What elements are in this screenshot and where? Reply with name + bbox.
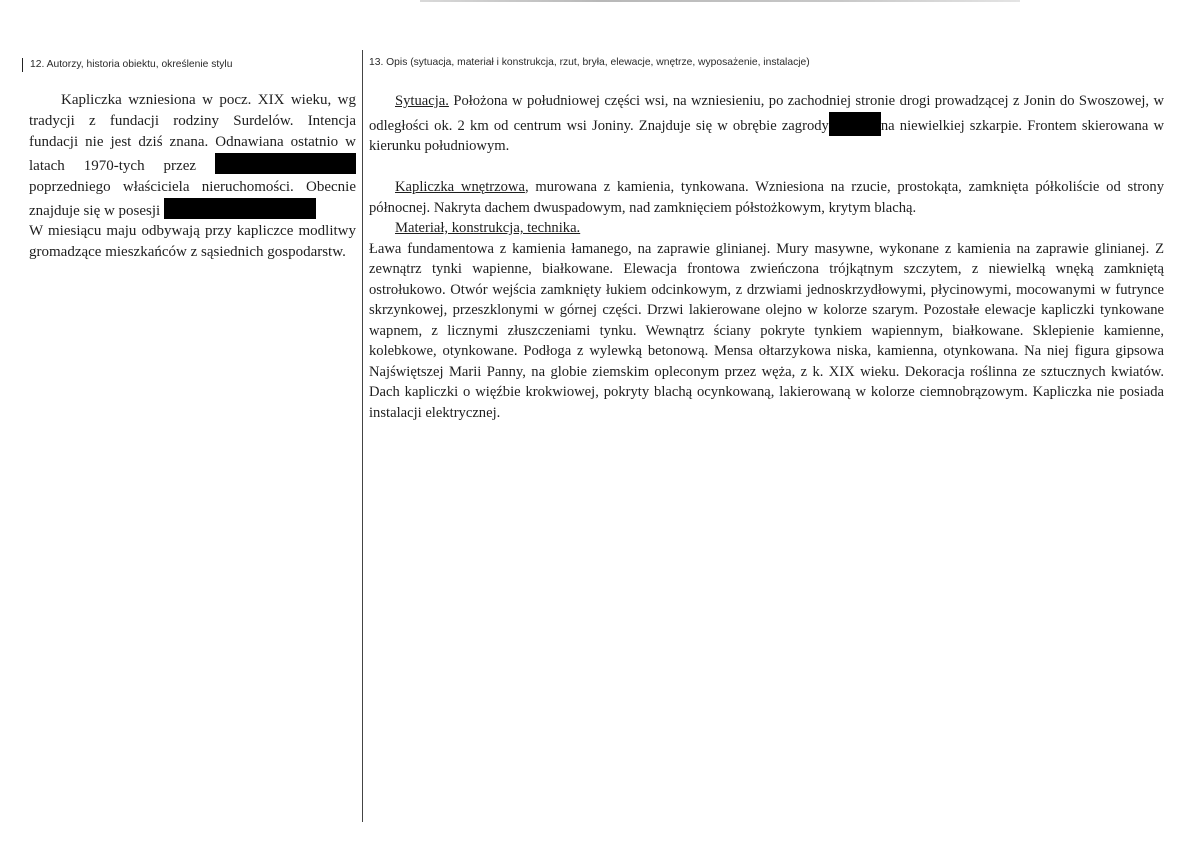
redaction-box (215, 153, 356, 174)
history-paragraph (29, 90, 356, 221)
situation-label: Sytuacja. (395, 93, 449, 109)
history-paragraph-2: W miesiącu maju odbywają przy kapliczce modlitwy gromadzące mieszkańców z sąsiednich gospodarstw. (29, 223, 356, 261)
material-label: Materiał, konstrukcja, technika. (395, 220, 581, 236)
chapel-text: , murowana z kamienia, tynkowana. Wzniesiona na rzucie, prostokąta, zamknięta półkoliście od strony północnej. Nakryta dachem dwuspadowym, nad zamknięciem półstożkowym, krytym blachą. (369, 179, 1164, 216)
situation-text-2: na niewielkiej szkarpie. Frontem skierowana w kierunku południowym. (369, 117, 1164, 154)
history-text-1: Kapliczka wzniesiona w pocz. XIX wieku, wg tradycji z fundacji rodziny Surdelów. Intencja fundacji nie jest dziś znana. Odnawiana ostatnio w latach 1970-tych przez (29, 92, 356, 174)
situation-paragraph (369, 91, 1164, 157)
redaction-box (164, 198, 316, 219)
chapel-label: Kapliczka wnętrzowa (395, 179, 525, 195)
section-13-heading: 13. Opis (sytuacja, materiał i konstrukcja, rzut, bryła, elewacje, wnętrze, wyposażenie, instalacje) (369, 57, 810, 68)
chapel-paragraph (369, 177, 1164, 218)
form-tick-mark (22, 58, 23, 72)
redaction-box (829, 112, 881, 136)
history-column (29, 90, 356, 263)
material-heading-line (369, 218, 1164, 239)
column-divider (362, 50, 363, 822)
description-column (369, 91, 1164, 423)
history-text-2: poprzedniego właściciela nieruchomości. Obecnie znajduje się w posesji (29, 178, 356, 219)
material-paragraph: Ława fundamentowa z kamienia łamanego, na zaprawie glinianej. Mury masywne, wykonane z kamienia na zaprawie glinianej. Z zewnątrz tynki wapienne, białkowane. Elewacja frontowa zwieńczona trójkątnym szczytem, z niewielką wnęką zamkniętą ostrołukowo. Otwór wejścia zamknięty łukiem odcinkowym, z drzwiami jednoskrzydłowymi, płycinowymi, mocowanymi w futrynce skrzynkowej, przeszklonymi w górnej części. Drzwi lakierowane olejno w kolorze szarym. Pozostałe elewacje kapliczki tynkowane wapnem, z licznymi złuszczeniami tynku. Wewnątrz ściany pokryte tynkiem wapiennym, białkowane. Sklepienie kamienne, kolebkowe, otynkowane. Podłoga z wylewką betonową. Mensa ołtarzykowa niska, kamienna, otynkowana. Na niej figura gipsowa Najświętszej Marii Panny, na globie ziemskim opleconym przez węża, z k. XIX wieku. Dekoracja roślinna ze sztucznych kwiatów. Dach kapliczki o więźbie krokwiowej, pokryty blachą ocynkowaną, lakierowaną w kolorze ciemnobrązowym. Kapliczka nie posiada instalacji elektrycznej. (369, 240, 1164, 421)
section-12-heading: 12. Autorzy, historia obiektu, określenie stylu (30, 59, 233, 70)
situation-text-1: Położona w południowej części wsi, na wzniesieniu, po zachodniej stronie drogi prowadzącej z Jonin do Swoszowej, w odległości ok. 2 km od centrum wsi Joniny. Znajduje się w obrębie zagrody (369, 93, 1164, 134)
paragraph-gap (369, 157, 1164, 178)
scan-edge-line (420, 0, 1020, 2)
